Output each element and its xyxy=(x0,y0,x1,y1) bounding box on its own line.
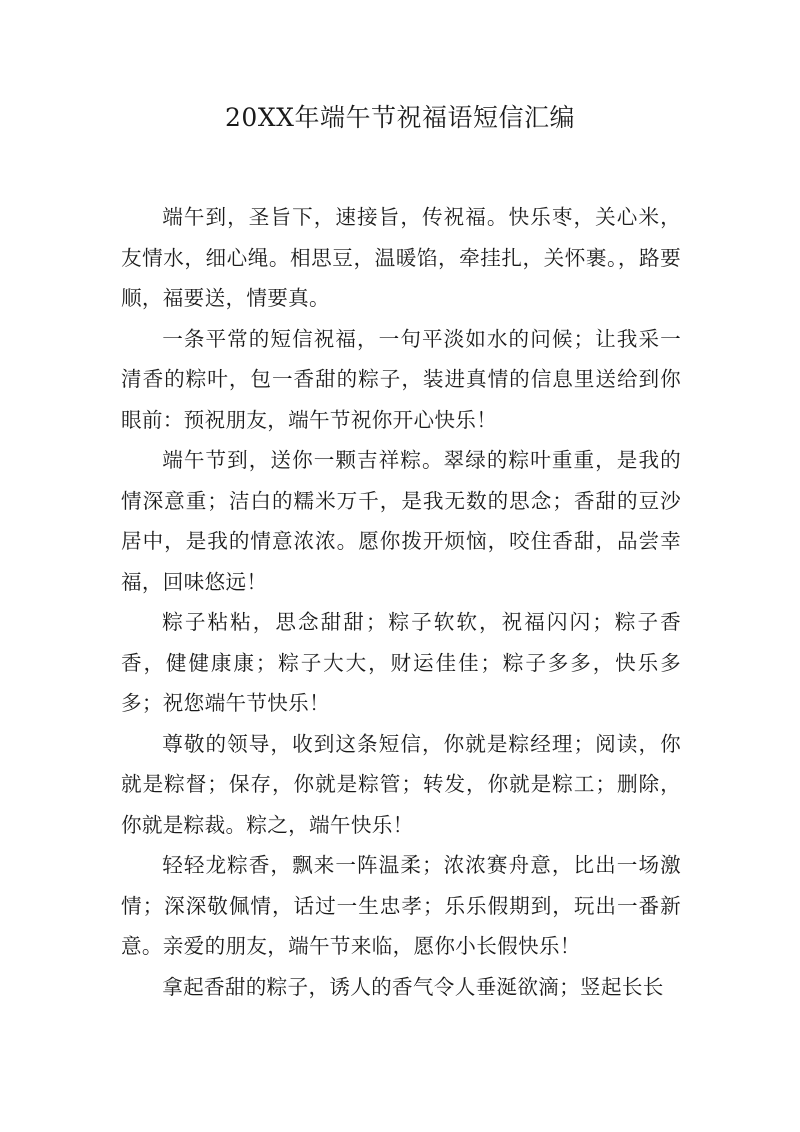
paragraph-6: 轻轻龙粽香，飘来一阵温柔；浓浓赛舟意，比出一场激情；深深敬佩情，话过一生忠孝；乐乐假期到，玩出一番新意。亲爱的朋友，端午节来临，愿你小长假快乐！ xyxy=(121,853,681,958)
paragraph-7: 拿起香甜的粽子，诱人的香气令人垂涎欲滴；竖起长长 xyxy=(162,974,664,999)
paragraph-5: 尊敬的领导，收到这条短信，你就是粽经理；阅读，你就是粽督；保存，你就是粽管；转发，你就是粽工；删除，你就是粽裁。粽之，端午快乐！ xyxy=(121,731,681,837)
paragraph-2: 一条平常的短信祝福，一句平淡如水的问候；让我采一清香的粽叶，包一香甜的粽子，装进真情的信息里送给到你眼前：预祝朋友，端午节祝你开心快乐！ xyxy=(121,326,681,432)
document-body xyxy=(121,197,681,1007)
paragraph-1: 端午到，圣旨下，速接旨，传祝福。快乐枣，关心米，友情水，细心绳。相思豆，温暖馅，牵挂扎，关怀裹。，路要顺，福要送，情要真。 xyxy=(121,205,681,310)
paragraph-3: 端午节到，送你一颗吉祥粽。翠绿的粽叶重重，是我的情深意重；洁白的糯米万千，是我无数的思念；香甜的豆沙居中，是我的情意浓浓。愿你拨开烦恼，咬住香甜，品尝幸福，回味悠远！ xyxy=(121,448,681,594)
paragraph-4: 粽子粘粘，思念甜甜；粽子软软，祝福闪闪；粽子香香，健健康康；粽子大大，财运佳佳；粽子多多，快乐多多；祝您端午节快乐！ xyxy=(121,610,681,715)
document-title: 20XX年端午节祝福语短信汇编 xyxy=(225,103,575,132)
